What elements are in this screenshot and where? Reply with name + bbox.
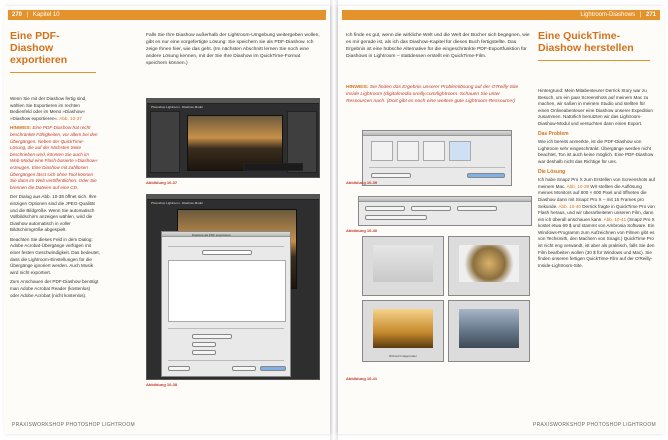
- section-heading-box-left: [10, 30, 96, 73]
- subhead-problem: Das Problem: [538, 130, 569, 137]
- width-field[interactable]: [192, 342, 216, 347]
- footer-right: PRAXISWORKSHOP PHOTOSHOP LIGHTROOM: [533, 422, 656, 428]
- chapter-label-left: Kapitel 10: [32, 12, 60, 18]
- right-intro-paragraph: Ich finde es gut, wenn die wirkliche Welt und die Welt der Bücher sich begegnen, wie es mir gerade ist, als ich das Diashow-Kapitel für dieses Buch fertigstellte. Das Ergebnis ist eine hübsche Alternative für die eingeschränkte PDF-Exportfunktion für Diashows in Lightroom – stattdessen erstellt ein QuickTime-Film.: [346, 33, 530, 59]
- page-number-left: 270: [12, 12, 23, 18]
- figure-ref-10-41: Abb. 10-41: [603, 216, 627, 222]
- solution-paragraph: [538, 177, 656, 269]
- record-audio-checkbox[interactable]: [365, 215, 427, 220]
- save-button[interactable]: [260, 366, 286, 371]
- solution-text-3: Derrick fragte in QuickTime Pro von Flash heraus, und wir überarbeiteten unseren Film, dann ein ich überall anschauen kann.: [538, 203, 655, 222]
- framerate-dropdown[interactable]: [365, 206, 405, 211]
- intro-text-col2: [146, 32, 322, 88]
- dialog-title: Diashow als PDF exportieren: [192, 233, 231, 237]
- snapz-option-dropdown[interactable]: [371, 173, 411, 178]
- snapz-mode-icon-3[interactable]: [423, 141, 445, 161]
- paragraph-4: Zum Anschauen der PDF-Diashow benötigt man Adobe Acrobat Reader (kostenlos) oder Adobe Acrobat (nicht kostenlos).: [10, 279, 99, 298]
- cancel-button[interactable]: [232, 366, 256, 371]
- quality-slider[interactable]: [192, 334, 232, 339]
- figure-10-37-screenshot: [146, 98, 320, 178]
- paragraph-1: [10, 96, 100, 122]
- size-dropdown[interactable]: [411, 206, 451, 211]
- snapz-start-button[interactable]: [467, 173, 505, 178]
- hint-label-right: HINWEIS:: [346, 85, 369, 90]
- figure-10-38-screenshot: [146, 194, 320, 380]
- right-page: [338, 6, 664, 434]
- paragraph-2: Der Dialog aus Abb. 10-38 öffnet sich. Ihre einzigen Optionen sind die JPEG-Qualität und die Bildgröße. Wenn Sie automatisch Vollbildschirm anzeigen wählen, wird die Diashow automatisch in voller Bildschirmgröße abgespielt.: [10, 194, 97, 233]
- sound-dropdown[interactable]: [457, 206, 497, 211]
- left-page: [4, 6, 330, 434]
- fig1-window-title: Photoshop Lightroom - Diashow-Modul: [151, 105, 203, 109]
- problem-paragraph: Wie ich bereits anmerkte, ist die PDF-Diashow von Lightroom sehr eingeschränkt. Übergänge werden nicht beachtet, Ton ist auch keine möglich. Eine PDF-Diashow war deshalb nicht das Richtige für uns.: [538, 139, 654, 164]
- pdf-export-dialog: [161, 231, 291, 377]
- figure-caption-10-39: Abbildung 10-39: [346, 180, 378, 185]
- filename-field[interactable]: [202, 250, 252, 255]
- chapter-label-right: Lightroom-Diashows: [580, 12, 636, 18]
- file-browser-list[interactable]: [168, 260, 286, 322]
- hint-label-left: HINWEIS:: [10, 125, 32, 131]
- solution-text-4: (Snapz Pro X kostet etwa 69 $ und stammt von Ambrosia Software. Ein Windows-Programm zum Aufzeichnen von Filmen gibt es von Techsmith, den Machern von Snagit.) QuickTime Pro ist nicht eng verwandt, ist aber als praktisch, falls Sie den Film bearbeiten wollen (30 $ für Windows und Mac). Sie finden unseren fertigen QuickTime-Film auf der O'Reilly-Inside-Lightroom-Site.: [538, 216, 655, 268]
- new-folder-button[interactable]: [168, 366, 190, 371]
- background-paragraph: Hintergrund: Mein Mitabenteurer Derrick Story war zu Besuch, um ein paar Screenshots auf meinem Mac zu machen, wir saßen in meinem Studio und stellten für einen Onlineabenteuer eine Diashow unserer Expedition zusammen. Natürlich benutzten wir das Lightroom-Diashow-Modul und versuchten dann einen Export.: [538, 88, 653, 126]
- slide-label-3: Richard Imagemaker: [389, 354, 417, 358]
- paragraph-1-text: Wenn Sie mit der Diashow fertig sind, wählen Sie Exportieren im rechten Bedienfeld oder im Menü »Diashow« »Diashow exportieren«.: [10, 96, 87, 121]
- fig1-export-buttons: [243, 163, 303, 171]
- slide-thumbnail-4: [448, 300, 530, 362]
- figure-10-40-snapz-settings: [358, 196, 532, 226]
- right-text-column: [538, 88, 656, 408]
- height-field[interactable]: [192, 350, 216, 355]
- figure-caption-10-38: Abbildung 10-38: [146, 382, 178, 387]
- section-heading-quicktime: Eine QuickTime-Diashow herstellen: [538, 30, 634, 54]
- footer-left: PRAXISWORKSHOP PHOTOSHOP LIGHTROOM: [12, 422, 135, 428]
- right-intro-text: [346, 32, 532, 78]
- fig2-window-title: Photoshop Lightroom - Diashow-Modul: [151, 201, 203, 205]
- running-head-left: 270 | Kapitel 10: [8, 10, 326, 20]
- hint-box-left: [10, 125, 100, 191]
- snapz-mode-icon-1[interactable]: [371, 141, 393, 161]
- snapz-mode-icon-movie[interactable]: [449, 141, 471, 161]
- figure-10-39-snapz-dialog: [362, 130, 512, 186]
- fig1-left-panel: [150, 111, 180, 173]
- slide-thumbnail-1: [362, 236, 444, 296]
- hint-text-right: Sie finden das Ergebnis unserer Problemlösung auf der O'Reilly-Site Inside Lightroom (digitalmedia.oreilly.com/lightroom. Schauen Sie unter Ressourcen nach. (Dort gibt es noch eine weitere gute Lightroom-Ressource!): [346, 85, 519, 104]
- slide-thumbnail-2: [448, 236, 530, 296]
- paragraph-3: Beachten Sie dieses Feld in dem Dialog: Adobe Acrobat-Übergänge verfügen mit einer festen Geschwindigkeit. Das bedeutet, dass die Lightroom-Einstellungen für die Übergänge ignoriert werden. Auch Musik wird nicht exportiert.: [10, 236, 100, 275]
- section-heading-pdf: Eine PDF-Diashow exportieren: [10, 30, 68, 66]
- snapz-mode-icon-2[interactable]: [397, 141, 419, 161]
- figure-ref-10-37: Abb. 10-37: [59, 115, 82, 121]
- page-number-right: 271: [645, 12, 656, 18]
- solution-text-1: Ich habe Snapz Pro X zum Erstellen von Screenshots auf meinem Mac.: [538, 177, 655, 189]
- book-gutter: [330, 0, 338, 440]
- hint-box-right: [346, 84, 526, 126]
- solution-text-2: Wir stellten die Auflösung meines Monitors auf 800 × 600 Pixel und öffneten die Diashow dann mit Snapz Pro X – mit 15 Frames pro Sekunde.: [538, 183, 647, 209]
- running-head-right: Lightroom-Diashows | 271: [342, 10, 660, 20]
- figure-caption-10-40: Abbildung 10-40: [346, 228, 378, 233]
- figure-ref-10-39: Abb. 10-39: [566, 183, 590, 189]
- section-heading-box-right: [538, 30, 650, 61]
- subhead-solution: Die Lösung: [538, 168, 566, 175]
- slide-thumbnail-3: [362, 300, 444, 362]
- hint-text-left: Eine PDF-Diashow hat recht beschränkte Fähigkeiten, vor allem bei den Übergängen. Neben der QuickTime-Lösung, die auf der nächsten Seite beschrieben wird, könnten Sie auch im Web-Modul eine Flash-basierte »Diashow« erzeugen. Eine Diashow mit zahllosen Übergängen lässt sich ohne Tool können Sie dann im Web veröffentlichen. Oder Sie brennen die Dateien auf eine CD.: [10, 125, 98, 190]
- figure-ref-10-40: Abb. 10-40: [558, 203, 581, 209]
- figure-caption-10-37: Abbildung 10-37: [146, 180, 178, 185]
- left-text-column: [10, 96, 100, 396]
- intro-paragraph: Falls Sie Ihre Diashow außerhalb der Lightroom-Umgebung weitergeben wollen, gibt es nur eine vorgefertigte Lösung: Sie speichern sie als PDF-Diashow. Ich zeige Ihnen hier, wie das geht. (Im nächsten Abschnitt lernen Sie noch eine andere Lösung kennen, mit der Sie Ihre Diashow im QuickTime-Format speichern können.): [146, 33, 320, 66]
- figure-caption-10-41: Abbildung 10-41: [346, 376, 378, 381]
